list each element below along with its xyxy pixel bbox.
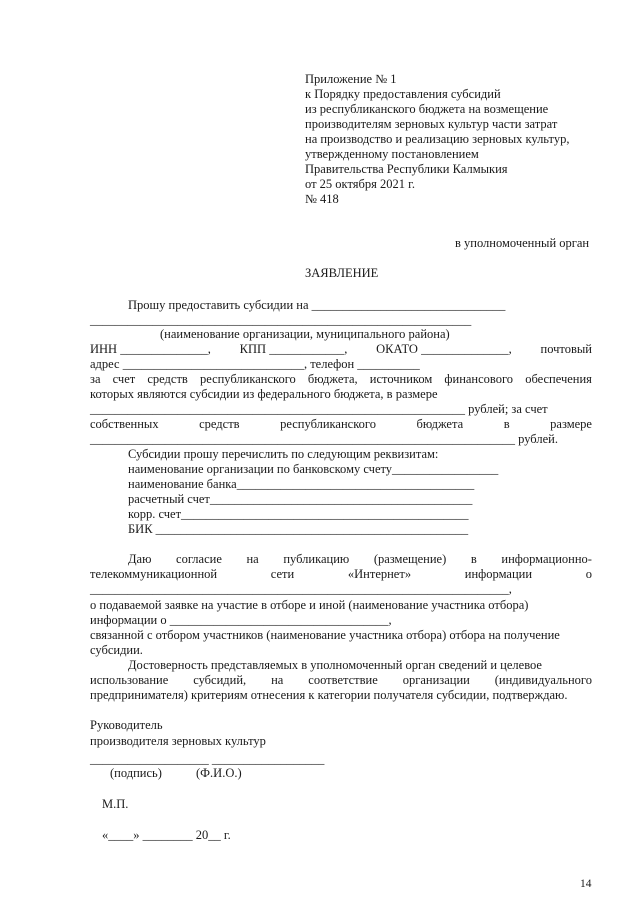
org-caption: (наименование организации, муниципального района)	[160, 327, 450, 341]
signature-caption: (подпись)	[110, 766, 162, 780]
word: в	[470, 552, 477, 566]
request-line: Прошу предоставить субсидии на _______________________________	[128, 298, 506, 312]
appendix-line: из республиканского бюджета на возмещение	[305, 102, 549, 116]
org-blank-line: _____________________________________________________________	[90, 313, 472, 327]
consent-line-6: субсидии.	[90, 643, 143, 657]
word: финансового	[444, 372, 514, 386]
word: (индивидуального	[494, 673, 592, 687]
word: на	[271, 673, 284, 687]
word: информационно-	[501, 552, 592, 566]
requisites-intro: Субсидии прошу перечислить по следующим реквизитам:	[128, 447, 439, 461]
addressee: в уполномоченный орган	[455, 236, 590, 250]
word: согласие	[176, 552, 222, 566]
appendix-line: к Порядку предоставления субсидий	[305, 87, 501, 101]
appendix-line: Приложение № 1	[305, 72, 397, 86]
requisite-field: БИК __________________________________________________	[128, 522, 469, 536]
word: Даю	[128, 552, 152, 566]
consent-line-1	[128, 552, 592, 567]
word: республиканского	[199, 372, 296, 386]
word: «Интернет»	[347, 567, 412, 581]
word: на	[246, 552, 259, 566]
consent-line-3: о подаваемой заявке на участие в отборе и иной (наименование участника отбора)	[90, 598, 529, 612]
word: бюджета,	[307, 372, 358, 386]
okato-field: ОКАТО ______________,	[376, 342, 512, 356]
word: за	[90, 372, 101, 386]
consent-line-5: связанной с отбором участников (наименование участника отбора) отбора на получение	[90, 628, 560, 642]
word: субсидий,	[193, 673, 247, 687]
signature-role: Руководитель	[90, 718, 163, 732]
appendix-line: № 418	[305, 192, 339, 206]
word: организации	[402, 673, 470, 687]
confirm-line-3: предпринимателя) критериям отнесения к категории получателя субсидии, подтверждаю.	[90, 688, 568, 702]
word: счет	[112, 372, 136, 386]
consent-line-4: информации о ___________________________________,	[90, 613, 392, 627]
word: о	[585, 567, 592, 581]
own-funds-line	[90, 417, 592, 432]
word: сети	[270, 567, 295, 581]
consent-blank-line: ___________________________________________________________________,	[90, 582, 512, 596]
appendix-line: производителям зерновых культур части затрат	[305, 117, 558, 131]
inn-line	[90, 342, 592, 357]
word: источником	[369, 372, 433, 386]
word: публикацию	[283, 552, 350, 566]
confirm-line-1: Достоверность представляемых в уполномоченный орган сведений и целевое	[128, 658, 542, 672]
word: использование	[90, 673, 169, 687]
word: средств	[147, 372, 188, 386]
kpp-field: КПП ____________,	[239, 342, 348, 356]
stamp-mark: М.П.	[102, 797, 129, 811]
requisite-field: корр. счет______________________________________________	[128, 507, 469, 521]
word: информации	[464, 567, 533, 581]
appendix-line: утвержденному постановлением	[305, 147, 479, 161]
confirm-line-2	[90, 673, 592, 688]
appendix-line: на производство и реализацию зерновых культур,	[305, 132, 570, 146]
address-line: адрес _____________________________, телефон __________	[90, 357, 420, 371]
word: соответствие	[308, 673, 378, 687]
word: республиканского	[280, 417, 376, 431]
word: собственных	[90, 417, 159, 431]
word: обеспечения	[525, 372, 592, 386]
funding-line	[90, 372, 592, 387]
word: бюджета	[416, 417, 464, 431]
requisite-field: наименование банка______________________________________	[128, 477, 475, 491]
rubles-line-1: ____________________________________________________________ рублей; за счет	[90, 402, 548, 416]
appendix-line: Правительства Республики Калмыкия	[305, 162, 508, 176]
word: почтовый	[540, 342, 592, 356]
word: средств	[199, 417, 240, 431]
consent-line-2	[90, 567, 592, 582]
word: (размещение)	[373, 552, 447, 566]
signature-role-detail: производителя зерновых культур	[90, 734, 266, 748]
appendix-line: от 25 октября 2021 г.	[305, 177, 415, 191]
date-line: «____» ________ 20__ г.	[102, 828, 231, 842]
rubles-line-2: ____________________________________________________________________ рублей.	[90, 432, 558, 446]
inn-field: ИНН ______________,	[90, 342, 211, 356]
document-title: ЗАЯВЛЕНИЕ	[305, 266, 379, 280]
requisite-field: расчетный счет__________________________________________	[128, 492, 473, 506]
word: в	[503, 417, 510, 431]
federal-line: которых являются субсидии из федерального бюджета, в размере	[90, 387, 438, 401]
word: телекоммуникационной	[90, 567, 218, 581]
word: размере	[550, 417, 592, 431]
page-number: 14	[580, 878, 592, 890]
requisite-field: наименование организации по банковскому счету_________________	[128, 462, 499, 476]
name-caption: (Ф.И.О.)	[196, 766, 242, 780]
signature-blank-line: ___________________ __________________	[90, 752, 325, 766]
